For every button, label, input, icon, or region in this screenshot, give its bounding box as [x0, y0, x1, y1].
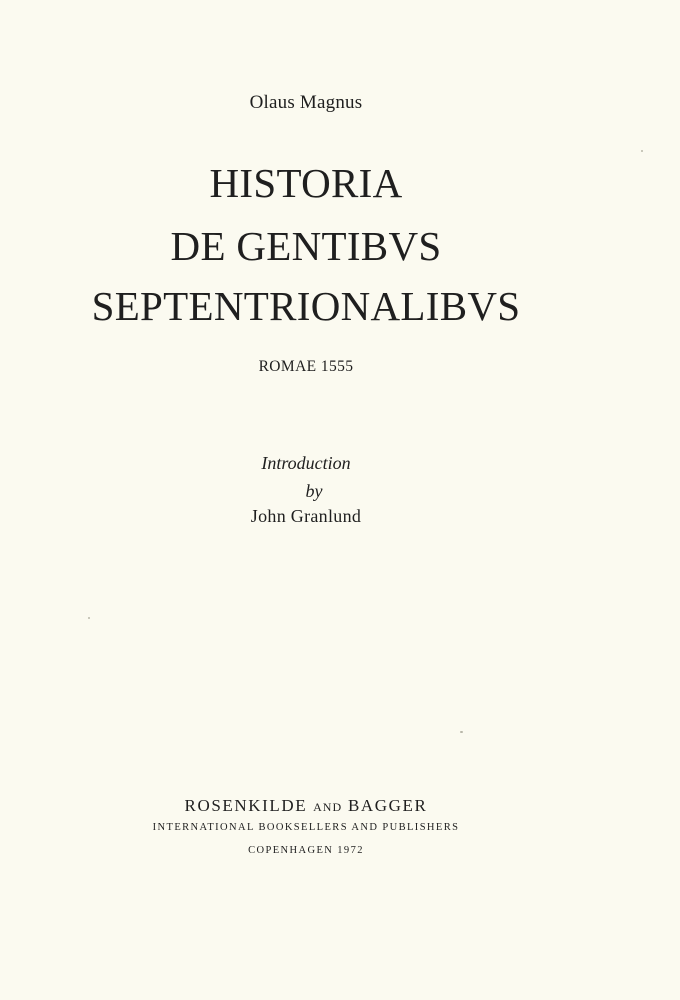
introduction-label: Introduction: [261, 453, 351, 473]
title-line-1: HISTORIA: [209, 160, 403, 206]
paper-speck: [641, 150, 643, 152]
imprint-place-year: ROMAE 1555: [258, 358, 354, 375]
title-line-3: SEPTENTRIONALIBVS: [91, 283, 521, 329]
publisher-name-left: ROSENKILDE: [184, 796, 308, 815]
introduction-author: John Granlund: [250, 506, 362, 526]
publisher-name-and: AND: [313, 800, 343, 814]
publisher-place-date: COPENHAGEN 1972: [248, 845, 364, 856]
author-name: Olaus Magnus: [249, 92, 363, 113]
paper-speck: [460, 731, 463, 733]
publisher-name-right: BAGGER: [347, 796, 428, 815]
introduction-by: by: [305, 481, 323, 501]
title-line-2: DE GENTIBVS: [170, 223, 442, 269]
paper-speck: [88, 617, 90, 619]
publisher-name: [0, 796, 612, 816]
publisher-description: INTERNATIONAL BOOKSELLERS AND PUBLISHERS: [152, 822, 460, 833]
